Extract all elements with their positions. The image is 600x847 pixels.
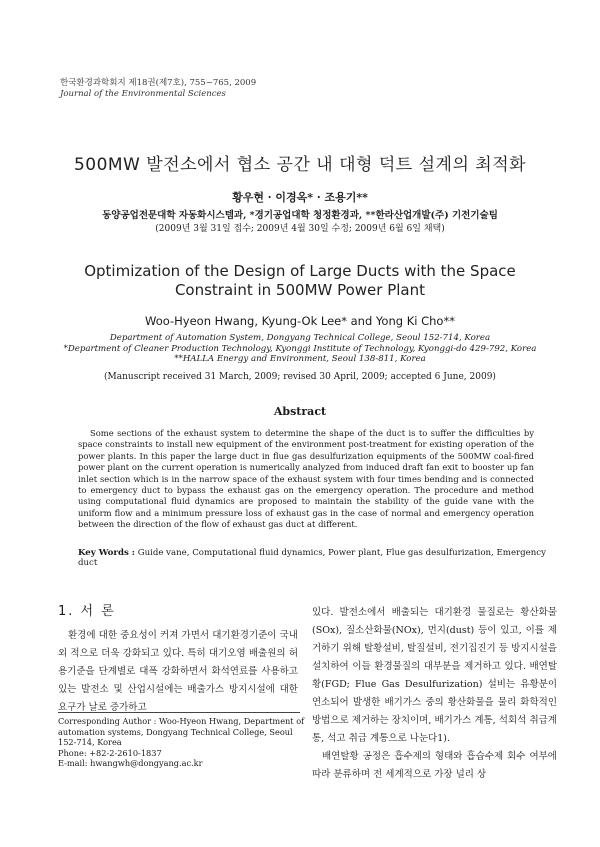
authors-en: Woo-Hyeon Hwang, Kyung-Ok Lee* and Yong Ki Cho**	[145, 314, 455, 328]
manuscript-dates: (Manuscript received 31 March, 2009; revised 30 April, 2009; accepted 6 June, 2009)	[104, 372, 496, 382]
right-paragraph-2: 배연탈황 공정은 흡수제의 형태와 흡습수제 회수 여부에 따라 분류하며 전 세계적으로 가장 널리 상	[312, 751, 557, 780]
right-column	[312, 604, 557, 784]
footnote-phone: Phone: +82-2-2610-1837	[58, 747, 162, 758]
abstract-text: Some sections of the exhaust system to determine the shape of the duct is to suffer the difficulties by space constraints to install new equipment of the environment post-treatment for existing operation of the power plants. In this paper the large duct in flue gas desulfurization equipments of the 500MW coal-fired power plant on the current operation is numerically analyzed from induced draft fan exit to booster up fan inlet section which is in the narrow space of the exhaust system with four times bending and is connected to emergency duct to bypass the exhaust gas on the emergency operation. The procedure and method using computational fluid dynamics are proposed to maintain the stability of the guide vane with the uniform flow and a minimum pressure loss of exhaust gas in the case of normal and emergency operation between the direction of the flow of exhaust gas duct at different.	[78, 428, 534, 530]
footnote-divider	[58, 712, 300, 713]
paper-title-en-line1: Optimization of the Design of Large Ducts with the Space	[84, 262, 516, 280]
section-heading-introduction: 1. 서 론	[58, 604, 116, 619]
keywords	[78, 548, 548, 568]
corresponding-author-footnote	[58, 716, 306, 769]
abstract-heading: Abstract	[273, 405, 327, 418]
paper-title-en-line2: Constraint in 500MW Power Plant	[174, 281, 426, 299]
journal-header	[60, 78, 256, 100]
journal-title-en: Journal of the Environmental Sciences	[60, 89, 226, 99]
intro-paragraph: 환경에 대한 중요성이 커져 가면서 대기환경기준이 국내외 적으로 더욱 강화되고 있다. 특히 대기오염 배출원의 허용기준을 단계별로 대폭 강화하면서 화석연료를 사용하고 있는 발전소 및 산업시설에는 배출가스 방지시설에 대한 요구가 날로 증가하고	[58, 630, 298, 713]
footnote-email: E-mail: hwangwh@dongyang.ac.kr	[58, 758, 203, 768]
footnote-author: Corresponding Author : Woo-Hyeon Hwang, Department of automation systems, Dongyang Technical College, Seoul 152-714, Korea	[58, 716, 305, 747]
journal-title-ko: 한국환경과학회지 제18권(제7호), 755~765, 2009	[60, 78, 257, 88]
paper-title-en	[0, 262, 600, 300]
right-paragraph-1: 있다. 발전소에서 배출되는 대기환경 물질로는 황산화물(SOx), 질소산화물(NOx), 먼지(dust) 등이 있고, 이를 제거하기 위해 탈황설비, 탈질설비, 전기집진기 등 방지시설을 설치하여 이들 환경물질의 대부분을 제거하고 있다. 배연탈황(FGD; Flue Gas Desulfurization) 설비는 유황분이 연소되어 발생한 배기가스 중의 황산화물을 물리 화학적인 방법으로 제거하는 장치이며, 배기가스 계통, 석회석 취급계통, 석고 취급 계통으로 나눈다1).	[312, 607, 557, 744]
affiliation-en-2: *Department of Cleaner Production Technology, Kyonggi Institute of Technology, Kyonggi-do 429-792, Korea	[63, 343, 537, 354]
affiliations-ko: 동양공업전문대학 자동화시스템과, *경기공업대학 청정환경과, **한라산업개발(주) 기전기술팀	[102, 210, 498, 221]
keywords-label: Key Words :	[78, 548, 135, 558]
authors-ko: 황우현 · 이경옥* · 조용기**	[232, 191, 368, 204]
dates-ko: (2009년 3월 31일 접수; 2009년 4월 30일 수정; 2009년 6월 6일 채택)	[155, 224, 445, 234]
affiliation-en-1: Department of Automation System, Dongyang Technical College, Seoul 152-714, Korea	[109, 333, 491, 343]
affiliation-en-3: **HALLA Energy and Environment, Seoul 138-811, Korea	[174, 354, 426, 364]
paper-title-ko: 500MW 발전소에서 협소 공간 내 대형 덕트 설계의 최적화	[73, 155, 527, 175]
affiliations-en	[0, 333, 600, 365]
keywords-text: Guide vane, Computational fluid dynamics, Power plant, Flue gas desulfurization, Emergency duct	[78, 548, 546, 568]
left-column	[58, 600, 298, 717]
